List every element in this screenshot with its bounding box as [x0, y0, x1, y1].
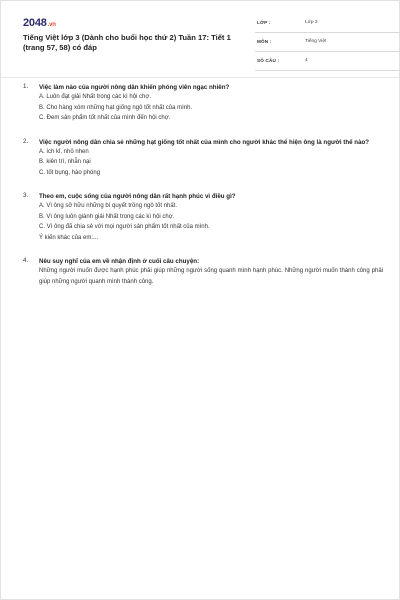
- option-other: Ý kiến khác của em:...: [39, 234, 99, 241]
- question-2: [23, 138, 383, 179]
- question-number: 4.: [23, 257, 29, 264]
- class-value: Lớp 3: [305, 20, 318, 25]
- option-c: C. tốt bụng, hào phóng: [39, 169, 101, 176]
- brand-name: 2048: [23, 17, 47, 29]
- subject-label: MÔN :: [257, 39, 272, 44]
- option-a: A. Luôn đạt giải Nhất trong các kì hội chợ.: [39, 94, 151, 100]
- count-value: 4: [305, 58, 308, 63]
- option-c: C. Vì ông đã chia sẻ với mọi người sản phẩm tốt nhất của mình.: [39, 224, 210, 230]
- brand-tld: .vn: [47, 22, 56, 28]
- meta-table: [255, 17, 400, 74]
- question-4: [23, 257, 383, 287]
- brand-logo[interactable]: [23, 17, 56, 29]
- answer-text: Những người muốn được hạnh phúc phải giúp những người sống quanh mình hạnh phúc. Những người muốn thành công phải giúp những người quanh mình thành công.: [39, 268, 383, 285]
- class-label: LỚP :: [257, 20, 271, 25]
- document-title: Tiếng Việt lớp 3 (Dành cho buổi học thứ 2) Tuần 17: Tiết 1 (trang 57, 58) có đáp: [23, 33, 231, 52]
- option-a: A. Vì ông sở hữu những bí quyết trồng ngô tốt nhất.: [39, 203, 178, 209]
- option-c: C. Đem sản phẩm tốt nhất của mình đến hội chợ.: [39, 115, 171, 121]
- option-b: B. kiên trì, nhẫn nại: [39, 159, 91, 165]
- option-a: A. ích kỉ, nhỏ nhen: [39, 148, 89, 155]
- question-text: Việc làm nào của người nông dân khiến phóng viên ngạc nhiên?: [39, 84, 230, 91]
- header: [23, 15, 379, 71]
- option-b: B. Vì ông luôn giành giải Nhất trong các kì hội chợ.: [39, 213, 175, 220]
- question-1: [23, 83, 383, 124]
- header-divider: [1, 77, 399, 78]
- question-number: 3.: [23, 192, 29, 199]
- count-label: SỐ CÂU :: [257, 58, 280, 63]
- meta-row-count: [255, 55, 400, 71]
- question-text: Nêu suy nghĩ của em về nhận định ở cuối câu chuyện:: [39, 258, 200, 265]
- question-number: 2.: [23, 137, 29, 145]
- question-list: [23, 83, 383, 301]
- option-b: B. Cho hàng xóm những hạt giống ngô tốt nhất của mình.: [39, 104, 193, 111]
- question-text: Theo em, cuộc sống của người nông dân rất hạnh phúc vì điều gì?: [39, 193, 236, 200]
- question-text: Việc người nông dân chia sẻ những hạt giống tốt nhất của mình cho người khác thể hiện ông là người thế nào?: [39, 138, 370, 146]
- meta-row-class: [255, 17, 400, 33]
- subject-value: Tiếng Việt: [305, 39, 327, 44]
- question-3: [23, 192, 383, 243]
- meta-row-subject: [255, 36, 400, 52]
- question-number: 1.: [23, 83, 29, 90]
